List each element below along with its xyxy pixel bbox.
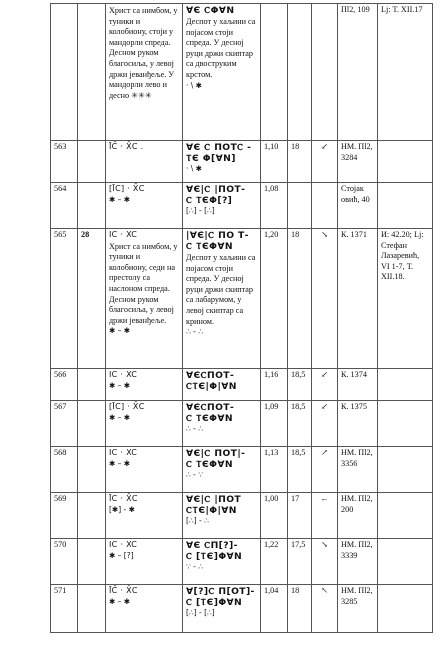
reverse-legend-line-2: Ⲥ [ⲦЄ]ΦⱯΝ	[186, 551, 243, 562]
obverse-legend: ĪC̄ · X̄C	[109, 586, 138, 595]
reverse-ornament: [∴] - [∴]	[186, 608, 215, 617]
collection: К. 1374	[338, 369, 378, 401]
reverse-cell	[183, 4, 261, 141]
obverse-cell	[106, 447, 183, 493]
literature	[378, 369, 433, 401]
collection: НМ. Пl2, 3339	[338, 539, 378, 585]
obverse-description: Христ са нимбом, у туники и колобиону, стоји у мандорли спреда. Десном руком благосиља, у левој држи јеванђеље. У мандорли лево и десно ✳✳✳	[109, 6, 178, 100]
literature	[378, 585, 433, 633]
literature	[378, 539, 433, 585]
die-axis: ↙	[312, 141, 338, 183]
reverse-legend-line-1: ⱯЄ Ⲥ ΠΟΤⲤ -	[186, 142, 252, 153]
die-axis: ←	[312, 493, 338, 539]
obverse-cell	[106, 4, 183, 141]
catalogue-number: 564	[51, 183, 78, 229]
obverse-legend: ΙC · XC	[109, 230, 138, 239]
table-row	[51, 4, 433, 141]
plate-reference	[78, 183, 106, 229]
obverse-cell	[106, 401, 183, 447]
reverse-cell	[183, 229, 261, 369]
reverse-ornament: [∴] - ∴	[186, 516, 209, 525]
reverse-ornament: · \ ✱	[186, 80, 202, 90]
weight: 1,04	[261, 585, 288, 633]
die-axis: ↗	[312, 447, 338, 493]
reverse-legend-line-2: Ⲥ [ⲦЄ]ΦⱯΝ	[186, 597, 243, 608]
reverse-legend-line-1: ⱯЄ ⲤΠ[?]-	[186, 540, 238, 551]
reverse-legend-line-2: ⲦЄ Φ[ⱯΝ]	[186, 153, 236, 164]
obverse-description: Христ са нимбом, у туники и колобиону, седи на престолу са наслоном спреда. Десном руком благосиља, у левој држи јеванђеље.	[109, 241, 178, 325]
catalogue-number: 567	[51, 401, 78, 447]
reverse-legend-line-1: ⱯЄ|Ⲥ |ΠΟΤ	[186, 494, 242, 505]
reverse-cell	[183, 585, 261, 633]
diameter	[288, 4, 312, 141]
reverse-legend-line-1: ⱯЄⲤΠΟΤ-	[186, 370, 235, 381]
plate-reference	[78, 369, 106, 401]
reverse-legend-line-1: ⱯЄ|Ⲥ |ΠΟΤ-	[186, 184, 246, 195]
reverse-legend-line-1: Ɐ[?]Ⲥ Π[ΟΤ]-	[186, 586, 255, 597]
reverse-legend-line-2: Ⲥ ⲦЄΦⱯΝ	[186, 459, 233, 470]
obverse-cell	[106, 229, 183, 369]
reverse-legend: ⱯЄ ⲤΦⱯΝ	[186, 5, 235, 16]
diameter	[288, 183, 312, 229]
obverse-cell	[106, 183, 183, 229]
collection: НМ. Пl2, 3356	[338, 447, 378, 493]
die-axis: ↙	[312, 369, 338, 401]
literature	[378, 447, 433, 493]
plate-reference	[78, 539, 106, 585]
catalogue-number: 570	[51, 539, 78, 585]
reverse-legend-line-2: ⲤⲦЄ|Φ|ⱯΝ	[186, 505, 237, 516]
plate-reference	[78, 493, 106, 539]
obverse-legend: ĪC · X̄C	[109, 494, 138, 503]
collection: К. 1371	[338, 229, 378, 369]
obverse-legend: [ĪC] · X̄C	[109, 184, 145, 193]
catalogue-number: 565	[51, 229, 78, 369]
table-row	[51, 141, 433, 183]
obverse-legend: [ĪC] · X̄C	[109, 402, 145, 411]
table-row	[51, 183, 433, 229]
plate-reference	[78, 4, 106, 141]
obverse-ornament: [✱] - ✱	[109, 504, 135, 514]
obverse-ornament: ✱ – ✱	[109, 596, 131, 606]
literature	[378, 141, 433, 183]
die-axis: ↙	[312, 401, 338, 447]
obverse-ornament: ✱ – ✱	[109, 326, 131, 336]
plate-reference	[78, 141, 106, 183]
table-row	[51, 447, 433, 493]
diameter: 18,5	[288, 369, 312, 401]
literature	[378, 401, 433, 447]
obverse-legend: ΙC · XC	[109, 540, 138, 549]
reverse-ornament: · \ ✱	[186, 164, 202, 173]
reverse-ornament: [∴] - [∴]	[186, 206, 215, 215]
literature: Lj: T. XII.17	[378, 4, 433, 141]
plate-reference: 28	[78, 229, 106, 369]
diameter: 18,5	[288, 401, 312, 447]
plate-reference	[78, 447, 106, 493]
reverse-ornament: ∴ - ∴	[186, 424, 204, 433]
catalogue-number: 566	[51, 369, 78, 401]
obverse-ornament: ✱ – [?]	[109, 550, 134, 560]
table-row	[51, 229, 433, 369]
collection: К. 1375	[338, 401, 378, 447]
reverse-ornament: ∴ - ∵	[186, 470, 204, 479]
die-axis: ↘	[312, 539, 338, 585]
table-row	[51, 369, 433, 401]
catalogue-number: 569	[51, 493, 78, 539]
weight: 1,13	[261, 447, 288, 493]
table-row	[51, 539, 433, 585]
weight: 1,22	[261, 539, 288, 585]
reverse-legend-line-2: Ⲥ ⲦЄΦⱯΝ	[186, 241, 233, 252]
die-axis: ↘	[312, 229, 338, 369]
collection: НМ. Пl2, 3285	[338, 585, 378, 633]
obverse-cell	[106, 493, 183, 539]
table-row	[51, 493, 433, 539]
obverse-legend: ĪC̄ · X̄C .	[109, 142, 144, 151]
weight: 1,00	[261, 493, 288, 539]
obverse-cell	[106, 141, 183, 183]
diameter: 18	[288, 585, 312, 633]
weight	[261, 4, 288, 141]
diameter: 18	[288, 229, 312, 369]
weight: 1,16	[261, 369, 288, 401]
obverse-ornament: ✱ – ✱	[109, 412, 131, 422]
reverse-ornament: ∵ - ∴	[186, 562, 204, 571]
catalogue-number: 571	[51, 585, 78, 633]
collection: Пl2, 109	[338, 4, 378, 141]
reverse-cell	[183, 401, 261, 447]
reverse-legend-line-1: ⱯЄ|Ⲥ ΠΟΤ|-	[186, 448, 246, 459]
obverse-cell	[106, 369, 183, 401]
plate-reference	[78, 401, 106, 447]
catalogue-number	[51, 4, 78, 141]
reverse-cell	[183, 183, 261, 229]
plate-reference	[78, 585, 106, 633]
catalogue-number: 568	[51, 447, 78, 493]
literature: И: 42.20; Lj: Стефан Лазаревић, VI 1-7, Т. XII.18.	[378, 229, 433, 369]
reverse-legend-line-1: |ⱯЄ|Ⲥ ΠΟ Τ-	[186, 230, 249, 241]
obverse-legend: ΙC · XC	[109, 370, 138, 379]
collection: НМ. Пl2, 3284	[338, 141, 378, 183]
obverse-ornament: ✱ – ✱	[109, 458, 131, 468]
reverse-cell	[183, 493, 261, 539]
reverse-legend-line-2: ⲤⲦЄ|Φ|ⱯΝ	[186, 381, 237, 392]
obverse-ornament: ✱ – ✱	[109, 380, 131, 390]
table-row	[51, 401, 433, 447]
weight: 1,10	[261, 141, 288, 183]
reverse-legend-line-1: ⱯЄⲤΠΟΤ-	[186, 402, 235, 413]
diameter: 18	[288, 141, 312, 183]
die-axis	[312, 4, 338, 141]
diameter: 17,5	[288, 539, 312, 585]
reverse-cell	[183, 369, 261, 401]
literature	[378, 183, 433, 229]
catalogue-number: 563	[51, 141, 78, 183]
die-axis: ↖	[312, 585, 338, 633]
literature	[378, 493, 433, 539]
collection: НМ. Пl2, 200	[338, 493, 378, 539]
obverse-legend: ΙC · XC	[109, 448, 138, 457]
reverse-legend-line-2: Ⲥ ⲦЄΦⱯΝ	[186, 413, 233, 424]
diameter: 18,5	[288, 447, 312, 493]
die-axis	[312, 183, 338, 229]
table-row	[51, 585, 433, 633]
reverse-description: Деспот у хаљини са појасом стоји спреда. У десној руци држи скиптар са двоструким крстом.	[186, 17, 256, 79]
obverse-cell	[106, 585, 183, 633]
weight: 1,20	[261, 229, 288, 369]
obverse-cell	[106, 539, 183, 585]
weight: 1,08	[261, 183, 288, 229]
reverse-description: Деспот у хаљини са појасом стоји спреда. У десној руци држи скиптар са лабарумом, у левој скиптар са крином.	[186, 253, 256, 326]
obverse-ornament: ✱ – ✱	[109, 194, 131, 204]
collection: Стојак овић, 40	[338, 183, 378, 229]
reverse-cell	[183, 539, 261, 585]
diameter: 17	[288, 493, 312, 539]
reverse-cell	[183, 141, 261, 183]
reverse-cell	[183, 447, 261, 493]
reverse-ornament: ∴ - ∴	[186, 327, 204, 337]
weight: 1,09	[261, 401, 288, 447]
reverse-legend-line-2: Ⲥ ⲦЄΦ[?]	[186, 195, 233, 206]
coin-catalogue-table	[50, 3, 433, 633]
